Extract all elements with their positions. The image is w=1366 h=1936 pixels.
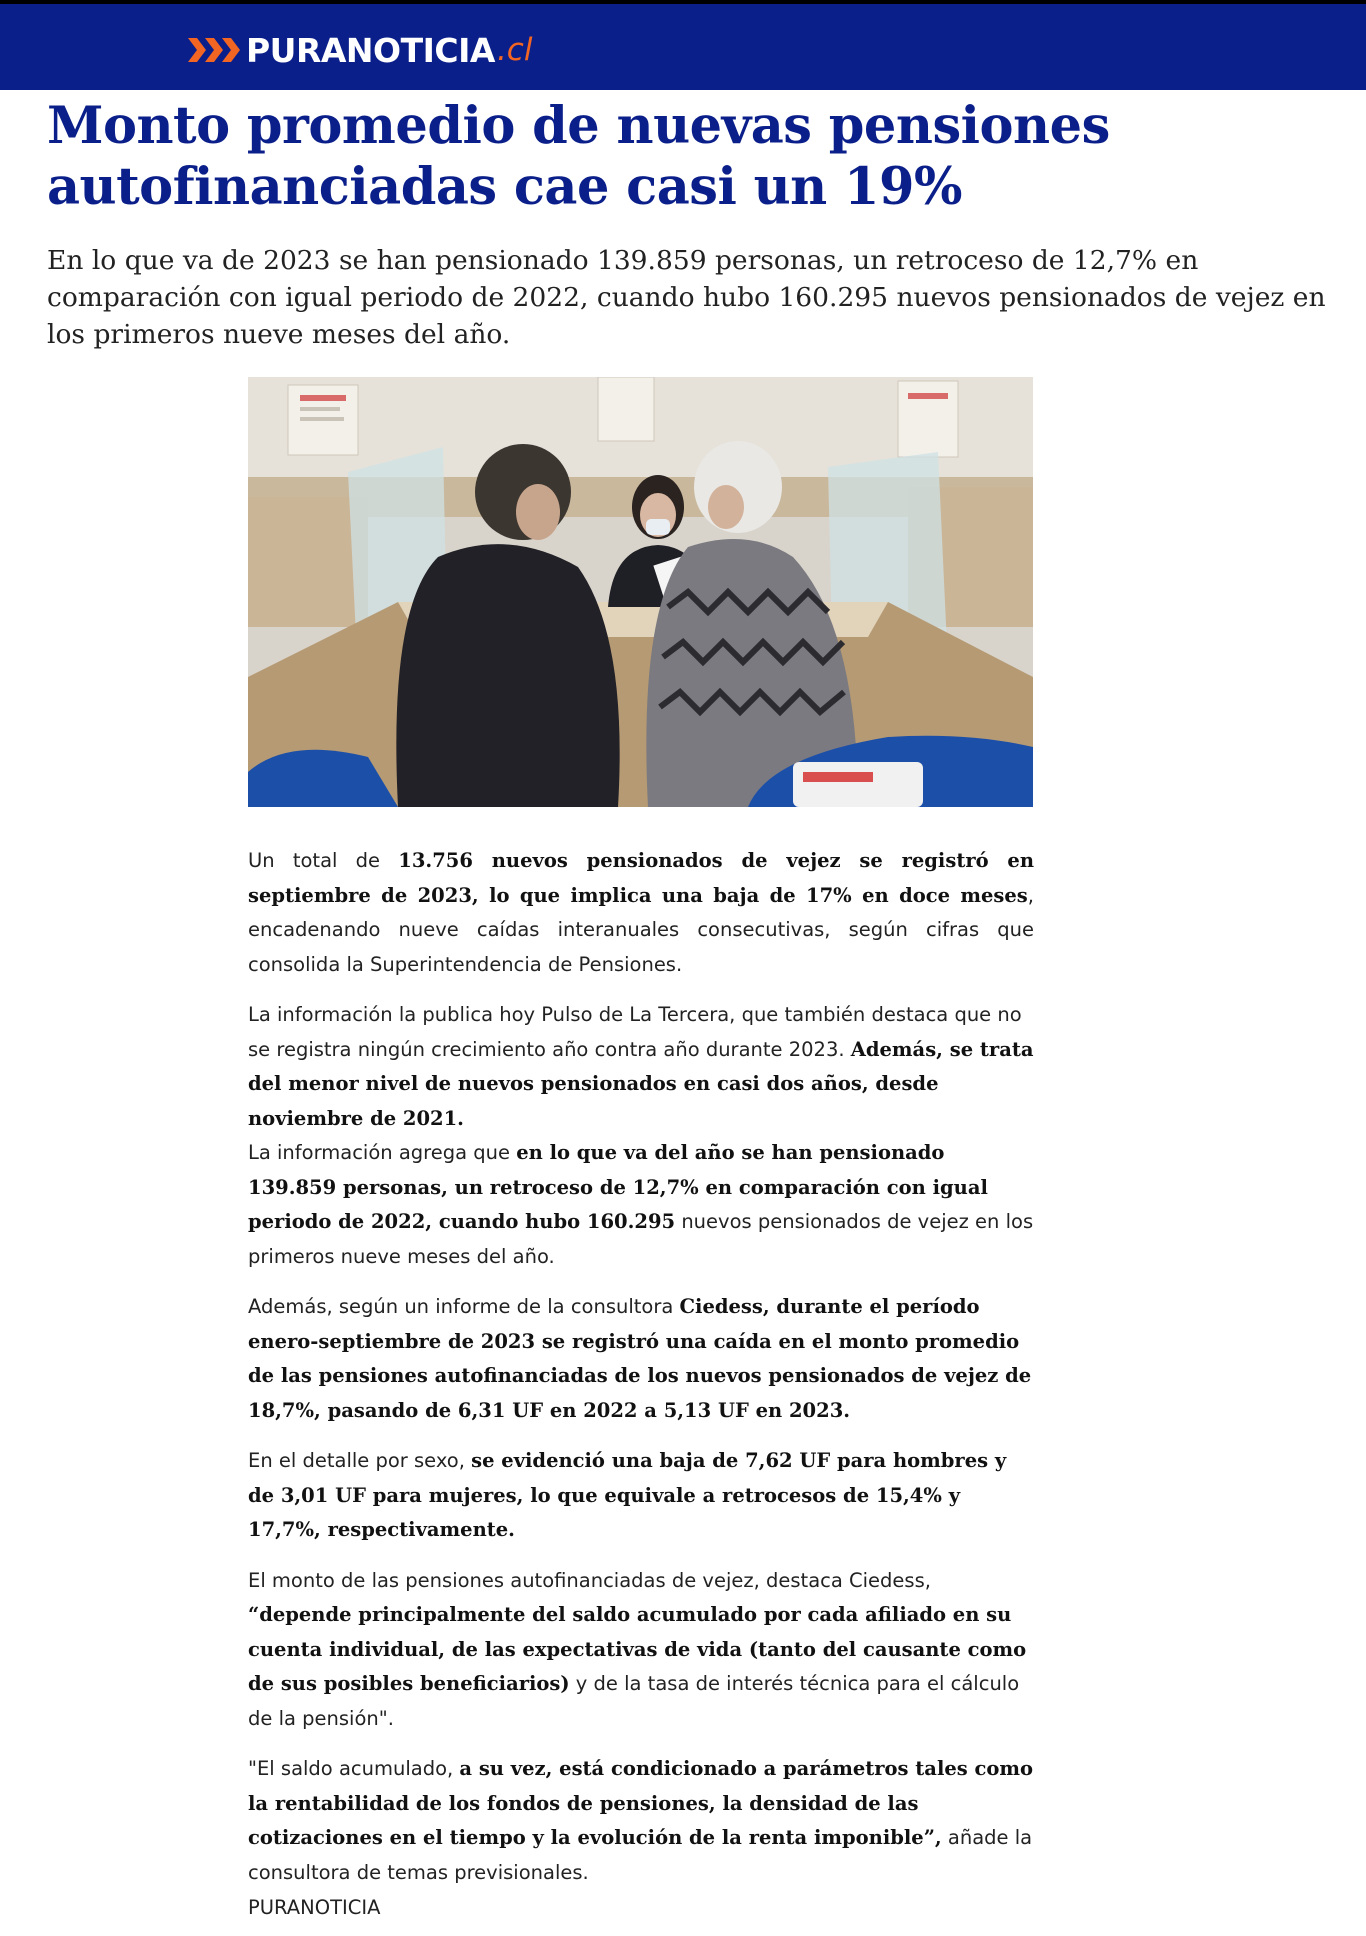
article-lede: En lo que va de 2023 se han pensionado 139.859 personas, un retroceso de 12,7% en comparación con igual periodo de 2022, cuando hubo 160.295 nuevos pensionados de vejez en los primeros nueve meses del año. <box>47 245 1326 350</box>
article-headline: Monto promedio de nuevas pensiones autofinanciadas cae casi un 19% <box>47 96 1110 217</box>
p4-bold-1: Ciedess, durante el período enero-septiembre de 2023 se registró una caída en el monto promedio de las pensiones autofinanciadas de los nuevos pensionados de vejez de 18,7%, pasando de 6,31 UF en 2022 a 5,13 UF en 2023. <box>248 1295 1032 1422</box>
paragraph-1 <box>248 844 1034 982</box>
logo-brand-text: PURANOTICIA <box>246 30 495 70</box>
p5-bold-1: se evidenció una baja de 7,62 UF para hombres y de 3,01 UF para mujeres, lo que equivale a retrocesos de 15,4% y 17,7%, respectivamente. <box>248 1449 1007 1541</box>
paragraph-2 <box>248 998 1034 1136</box>
site-header <box>0 4 1366 90</box>
p1-bold-1: 13.756 nuevos pensionados de vejez se registró en septiembre de 2023, lo que implica una baja de 17% en doce meses <box>248 849 1034 907</box>
chevrons-icon <box>188 37 242 63</box>
logo-tld-text: .cl <box>496 32 533 68</box>
p2-bold-1: Además, se trata del menor nivel de nuevos pensionados en casi dos años, desde noviembre de 2021. <box>248 1037 1034 1130</box>
p3-text-1: La información agrega que <box>248 1141 517 1164</box>
p1-text-1: Un total de <box>248 849 399 872</box>
p1-text-2: , encadenando nueve caídas interanuales consecutivas, según cifras que consolida la Superintendencia de Pensiones. <box>248 883 1034 976</box>
p7-text-1: "El saldo acumulado, <box>248 1757 460 1780</box>
p6-text-2: y de la tasa de interés técnica para el cálculo de la pensión". <box>248 1672 1020 1730</box>
article-body <box>248 844 1034 1906</box>
p6-text-1: El monto de las pensiones autofinanciadas de vejez, destaca Ciedess, <box>248 1568 931 1592</box>
p3-text-2: nuevos pensionados de vejez en los primeros nueve meses del año. <box>248 1210 1034 1268</box>
p3-bold-1: en lo que va del año se han pensionado 139.859 personas, un retroceso de 12,7% en comparación con igual periodo de 2022, cuando hubo 160.295 <box>248 1141 988 1233</box>
paragraph-3 <box>248 1136 1034 1274</box>
p4-text-1: Además, según un informe de la consultora <box>248 1295 680 1318</box>
article-signature: PURANOTICIA <box>248 1896 381 1919</box>
p7-text-2: añade la consultora de temas previsionales. <box>248 1826 1033 1884</box>
p2-text-1: La información la publica hoy Pulso de La Tercera, que también destaca que no se registra ningún crecimiento año contra año durante 2023. <box>248 1003 1022 1061</box>
p5-text-1: En el detalle por sexo, <box>248 1449 472 1472</box>
p7-bold-1: a su vez, está condicionado a parámetros tales como la rentabilidad de los fondos de pensiones, la densidad de las cotizaciones en el tiempo y la evolución de la renta imponible”, <box>248 1757 1034 1849</box>
site-logo-link[interactable] <box>188 30 532 70</box>
article-photo <box>248 377 1033 807</box>
p6-bold-1: “depende principalmente del saldo acumulado por cada afiliado en su cuenta individual, de las expectativas de vida (tanto del causante como de sus posibles beneficiarios) <box>248 1603 1027 1695</box>
paragraph-4 <box>248 1290 1034 1428</box>
paragraph-7 <box>248 1752 1034 1890</box>
paragraph-6 <box>248 1564 1034 1737</box>
paragraph-5 <box>248 1444 1034 1548</box>
pension-office-photo <box>248 377 1033 807</box>
